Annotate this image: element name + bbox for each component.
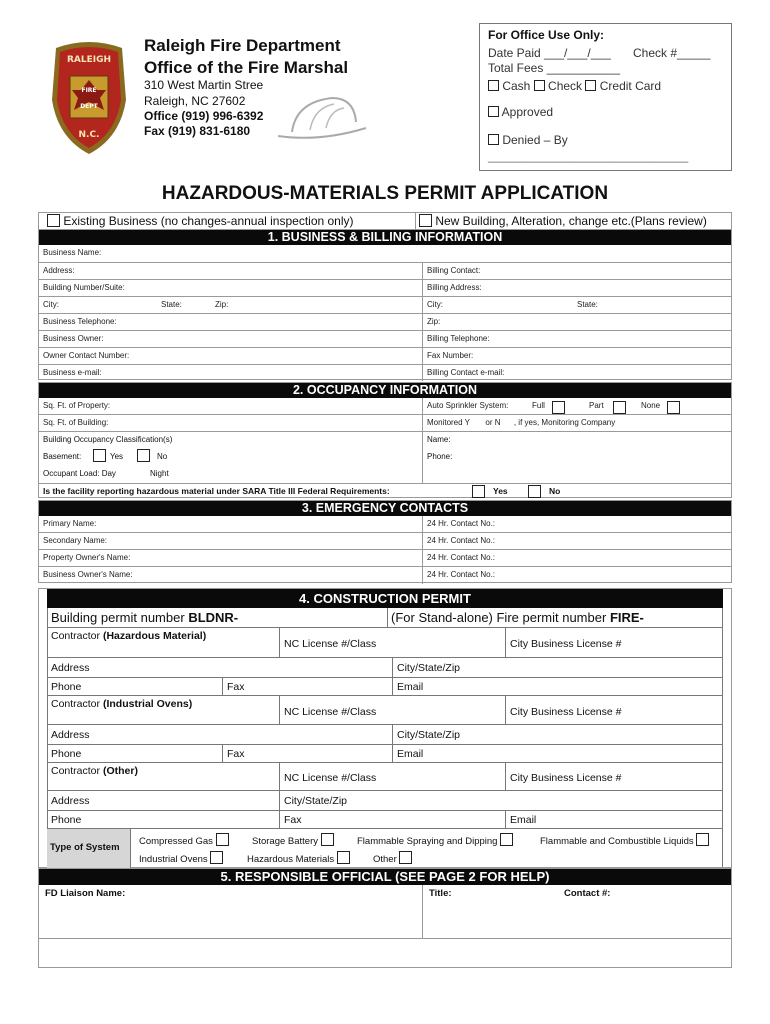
permit-type-row (38, 212, 732, 229)
business-name-field[interactable]: Business Name: (43, 248, 102, 257)
state-field[interactable]: State: (161, 300, 182, 309)
ovens-nc-license-field[interactable]: NC License #/Class (284, 706, 377, 718)
hazmat-nc-license-field[interactable]: NC License #/Class (284, 638, 377, 650)
office-fax: Fax (919) 831-6180 (144, 124, 251, 138)
sqft-property-field[interactable]: Sq. Ft. of Property: (43, 401, 111, 410)
building-permit-field[interactable] (51, 610, 238, 625)
contractor-label: Contractor (51, 698, 101, 710)
zip-field[interactable]: Zip: (215, 300, 229, 309)
other-email-field[interactable]: Email (510, 814, 537, 826)
billing-zip-field[interactable]: Zip: (427, 317, 441, 326)
sara-no-checkbox[interactable] (528, 485, 541, 498)
sprinkler-part-checkbox[interactable] (613, 401, 626, 414)
section-1-heading: 1. BUSINESS & BILLING INFORMATION (39, 230, 731, 245)
check-label: Check (548, 79, 583, 93)
other-address-field[interactable]: Address (51, 795, 90, 807)
emergency-contacts-section (38, 500, 732, 583)
billing-address-field[interactable]: Billing Address: (427, 283, 482, 292)
fire-permit-field[interactable] (391, 610, 644, 625)
billing-contact-field[interactable]: Billing Contact: (427, 266, 481, 275)
liaison-title-field[interactable]: Title: (429, 888, 452, 899)
monitoring-phone-field[interactable]: Phone: (427, 452, 453, 461)
construction-permit-section (38, 588, 732, 868)
approved-checkbox[interactable] (488, 106, 499, 117)
occupant-load-day-field[interactable]: Occupant Load: Day (43, 469, 116, 478)
sprinkler-full-checkbox[interactable] (552, 401, 565, 414)
primary-contact-field[interactable]: 24 Hr. Contact No.: (427, 519, 496, 528)
office-use-box (479, 23, 732, 171)
contractor-ovens-field[interactable] (51, 698, 192, 710)
other-city-state-zip-field[interactable]: City/State/Zip (284, 795, 348, 807)
billing-state-field[interactable]: State: (577, 300, 598, 309)
new-building-checkbox[interactable] (419, 214, 432, 227)
building-suite-field[interactable]: Building Number/Suite: (43, 283, 125, 292)
industrial-ovens-checkbox[interactable] (210, 851, 223, 864)
primary-name-field[interactable]: Primary Name: (43, 519, 97, 528)
fire-permit-prefix: FIRE- (609, 610, 644, 625)
section-5-heading: 5. RESPONSIBLE OFFICIAL (SEE PAGE 2 FOR HELP) (39, 869, 731, 885)
sqft-building-field[interactable]: Sq. Ft. of Building: (43, 418, 109, 427)
approved-label: Approved (501, 105, 554, 119)
contractor-other-field[interactable] (51, 765, 138, 777)
sara-yes-checkbox[interactable] (472, 485, 485, 498)
owner-contact-field[interactable]: Owner Contact Number: (43, 351, 130, 360)
flammable-spraying-checkbox[interactable] (500, 833, 513, 846)
svg-text:FIRE: FIRE (81, 87, 97, 94)
ovens-phone-field[interactable]: Phone (51, 748, 82, 760)
liaison-contact-field[interactable]: Contact #: (564, 888, 611, 899)
city-field[interactable]: City: (43, 300, 59, 309)
basement-yes-label: Yes (110, 452, 124, 461)
cash-checkbox[interactable] (488, 80, 499, 91)
building-permit-prefix: BLDNR- (188, 610, 239, 625)
contractor-label: Contractor (51, 630, 101, 642)
date-paid-field[interactable]: Date Paid ___/___/___ (488, 46, 611, 60)
business-owner-name-field[interactable]: Business Owner's Name: (43, 570, 133, 579)
total-fees-field[interactable]: Total Fees ___________ (488, 61, 621, 75)
other-phone-field[interactable]: Phone (51, 814, 82, 826)
svg-text:DEPT: DEPT (80, 103, 98, 110)
check-number-field[interactable]: Check #_____ (633, 46, 711, 60)
storage-battery-checkbox[interactable] (321, 833, 334, 846)
check-checkbox[interactable] (534, 80, 545, 91)
existing-business-checkbox[interactable] (47, 214, 60, 227)
page-title: HAZARDOUS-MATERIALS PERMIT APPLICATION (161, 183, 609, 204)
occupancy-section (38, 382, 732, 498)
hazardous-materials-checkbox[interactable] (337, 851, 350, 864)
hazmat-city-state-zip-field[interactable]: City/State/Zip (397, 662, 461, 674)
hazmat-address-field[interactable]: Address (51, 662, 90, 674)
building-permit-label: Building permit number (51, 610, 185, 625)
ovens-fax-field[interactable]: Fax (227, 748, 245, 760)
other-nc-license-field[interactable]: NC License #/Class (284, 772, 377, 784)
industrial-ovens-system-label: Industrial Ovens (139, 854, 208, 865)
existing-business-label: Existing Business (no changes-annual inspection only) (63, 214, 354, 228)
other-system-label: Other (373, 854, 397, 865)
property-owner-contact-field[interactable]: 24 Hr. Contact No.: (427, 553, 496, 562)
svg-text:RALEIGH: RALEIGH (66, 55, 112, 65)
sara-no-label: No (549, 486, 561, 496)
billing-telephone-field[interactable]: Billing Telephone: (427, 334, 490, 343)
sara-yes-label: Yes (493, 486, 508, 496)
billing-city-field[interactable]: City: (427, 300, 443, 309)
industrial-ovens-label: (Industrial Ovens) (102, 698, 193, 710)
basement-yes-checkbox[interactable] (93, 449, 106, 462)
basement-no-checkbox[interactable] (137, 449, 150, 462)
secondary-name-field[interactable]: Secondary Name: (43, 536, 108, 545)
sprinkler-label: Auto Sprinkler System: (427, 401, 509, 410)
ovens-email-field[interactable]: Email (397, 748, 424, 760)
business-email-field[interactable]: Business e-mail: (43, 368, 102, 377)
other-label: (Other) (102, 765, 138, 777)
section-3-heading: 3. EMERGENCY CONTACTS (39, 501, 731, 516)
ovens-city-license-field[interactable]: City Business License # (510, 706, 622, 718)
hazmat-phone-field[interactable]: Phone (51, 681, 82, 693)
ovens-city-state-zip-field[interactable]: City/State/Zip (397, 729, 461, 741)
storage-battery-label: Storage Battery (252, 836, 319, 847)
sprinkler-none-label: None (641, 401, 661, 410)
flammable-liquids-checkbox[interactable] (696, 833, 709, 846)
contractor-hazmat-field[interactable] (51, 630, 206, 642)
fd-liaison-field[interactable]: FD Liaison Name: (45, 888, 126, 899)
section-2-heading: 2. OCCUPANCY INFORMATION (39, 383, 731, 398)
new-building-label: New Building, Alteration, change etc.(Plans review) (435, 214, 707, 228)
basement-label: Basement: (43, 452, 82, 461)
hazardous-materials-label: Hazardous Materials (247, 854, 335, 865)
credit-card-checkbox[interactable] (585, 80, 596, 91)
compressed-gas-checkbox[interactable] (216, 833, 229, 846)
occupant-load-night-field[interactable]: Night (150, 469, 169, 478)
cash-label: Cash (502, 79, 531, 93)
monitoring-name-field[interactable]: Name: (427, 435, 451, 444)
compressed-gas-label: Compressed Gas (139, 836, 213, 847)
billing-email-field[interactable]: Billing Contact e-mail: (427, 368, 505, 377)
office-use-title: For Office Use Only: (488, 28, 605, 42)
business-billing-section (38, 229, 732, 380)
sprinkler-part-label: Part (589, 401, 604, 410)
other-system-checkbox[interactable] (399, 851, 412, 864)
sprinkler-none-checkbox[interactable] (667, 401, 680, 414)
fire-department-badge-logo (48, 38, 130, 156)
basement-no-label: No (157, 452, 168, 461)
contractor-label: Contractor (51, 765, 101, 777)
ovens-address-field[interactable]: Address (51, 729, 90, 741)
responsible-official-section (38, 868, 732, 968)
sara-question: Is the facility reporting hazardous material under SARA Title III Federal Requirements: (43, 486, 390, 496)
hazmat-city-license-field[interactable]: City Business License # (510, 638, 622, 650)
street-address: 310 West Martin Stree (144, 78, 264, 92)
hazmat-email-field[interactable]: Email (397, 681, 424, 693)
fire-permit-label: (For Stand-alone) Fire permit number (391, 610, 607, 625)
fire-helmet-icon (270, 92, 370, 142)
business-owner-field[interactable]: Business Owner: (43, 334, 104, 343)
office-phone: Office (919) 996-6392 (144, 109, 264, 123)
flammable-liquids-label: Flammable and Combustible Liquids (540, 836, 694, 847)
city-address: Raleigh, NC 27602 (144, 94, 246, 108)
hazmat-fax-field[interactable]: Fax (227, 681, 245, 693)
monitored-field[interactable]: Monitored Y or N , if yes, Monitoring Company (427, 418, 616, 427)
denied-label: Denied – By (502, 133, 568, 147)
address-field[interactable]: Address: (43, 266, 75, 275)
denied-by-line[interactable]: ______________________________ (488, 149, 689, 163)
other-fax-field[interactable]: Fax (284, 814, 302, 826)
property-owner-name-field[interactable]: Property Owner's Name: (43, 553, 131, 562)
secondary-contact-field[interactable]: 24 Hr. Contact No.: (427, 536, 496, 545)
other-city-license-field[interactable]: City Business License # (510, 772, 622, 784)
sprinkler-full-label: Full (532, 401, 545, 410)
svg-text:N.C.: N.C. (78, 130, 100, 140)
business-telephone-field[interactable]: Business Telephone: (43, 317, 117, 326)
flammable-spraying-label: Flammable Spraying and Dipping (357, 836, 498, 847)
credit-card-label: Credit Card (599, 79, 662, 93)
denied-checkbox[interactable] (488, 134, 499, 145)
office-name: Office of the Fire Marshal (144, 58, 349, 77)
business-owner-contact-field[interactable]: 24 Hr. Contact No.: (427, 570, 496, 579)
department-name: Raleigh Fire Department (144, 36, 341, 55)
fax-number-field[interactable]: Fax Number: (427, 351, 474, 360)
section-4-heading: 4. CONSTRUCTION PERMIT (47, 589, 723, 608)
type-of-system-label: Type of System (50, 842, 120, 853)
occupancy-class-field[interactable]: Building Occupancy Classification(s) (43, 435, 173, 444)
hazmat-label: (Hazardous Material) (102, 630, 207, 642)
